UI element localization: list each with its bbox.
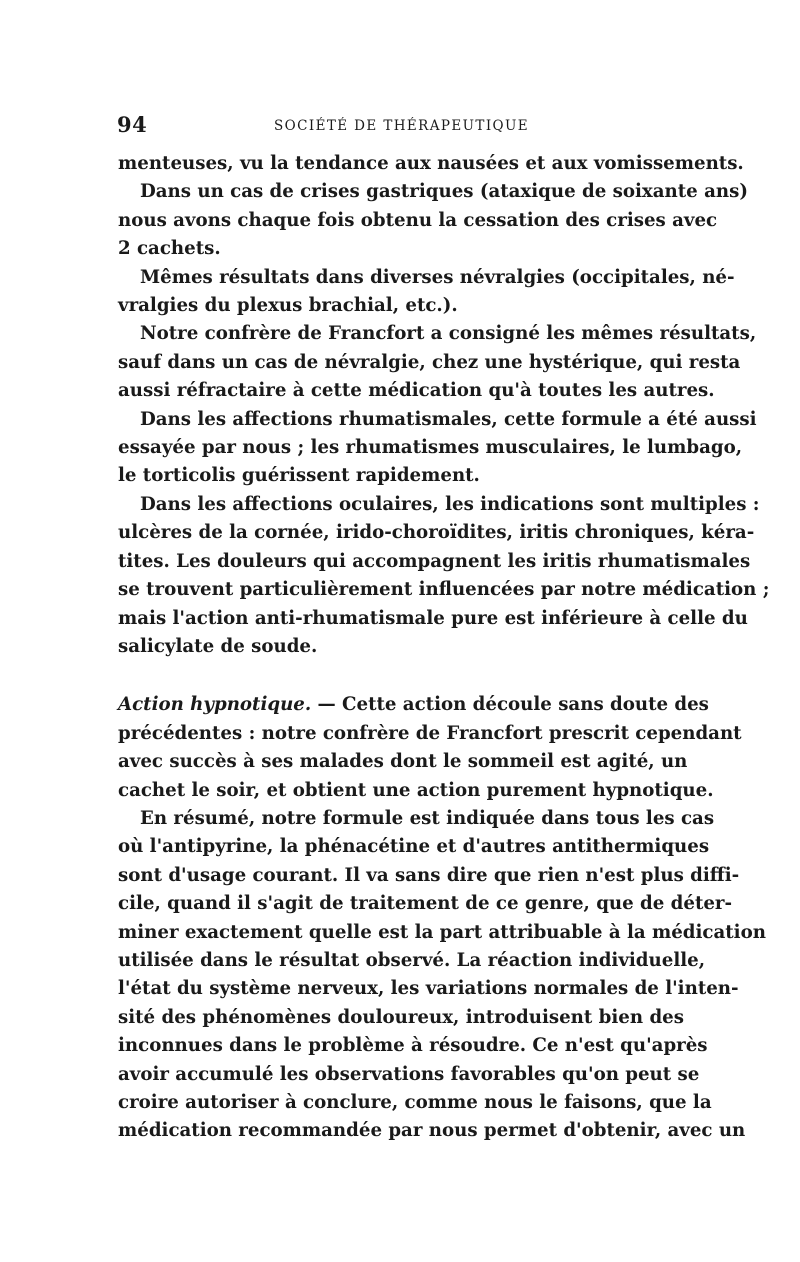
section-gap	[118, 661, 684, 691]
paragraph-continuation	[118, 150, 744, 178]
text-line: le torticolis guérissent rapidement.	[118, 465, 480, 487]
text-line: Dans un cas de crises gastriques (ataxique de soixante ans)	[140, 181, 748, 203]
paragraph-rheumatic	[118, 406, 757, 491]
text-line: Dans les affections oculaires, les indications sont multiples :	[140, 493, 760, 515]
text-line: sité des phénomènes douloureux, introduisent bien des	[118, 1006, 684, 1028]
paragraph-hypnotic-action	[118, 691, 742, 805]
text-line: inconnues dans le problème à résoudre. Ce n'est qu'après	[118, 1035, 708, 1057]
text-line: avoir accumulé les observations favorables qu'on peut se	[118, 1063, 700, 1085]
text-line: 2 cachets.	[118, 238, 221, 260]
text-line: menteuses, vu la tendance aux nausées et aux vomissements.	[118, 153, 744, 174]
text-line: sont d'usage courant. Il va sans dire que rien n'est plus diffi-	[118, 864, 740, 886]
text-line: tites. Les douleurs qui accompagnent les iritis rhumatismales	[118, 550, 751, 572]
text-line: mais l'action anti-rhumatismale pure est inférieure à celle du	[118, 607, 748, 629]
text-line: se trouvent particulièrement influencées par notre médication ;	[118, 579, 770, 601]
text-line: Mêmes résultats dans diverses névralgies (occipitales, né-	[140, 266, 735, 288]
text-line: miner exactement quelle est la part attribuable à la médication	[118, 921, 766, 943]
text-line: où l'antipyrine, la phénacétine et d'autres antithermiques	[118, 836, 710, 858]
text-line: précédentes : notre confrère de Francfort prescrit cependant	[118, 722, 742, 744]
text-line: croire autoriser à conclure, comme nous le faisons, que la	[118, 1092, 712, 1113]
page-number: 94	[117, 112, 148, 137]
body-text	[118, 150, 770, 1146]
text-line: l'état du système nerveux, les variations normales de l'inten-	[118, 978, 739, 1000]
running-title: SOCIÉTÉ DE THÉRAPEUTIQUE	[274, 118, 530, 134]
text-line: aussi réfractaire à cette médication qu'à toutes les autres.	[118, 380, 715, 402]
text-line: Dans les affections rhumatismales, cette formule a été aussi	[140, 408, 757, 430]
text-segment: — Cette action découle sans doute des	[311, 694, 709, 716]
paragraph-neuralgias	[118, 264, 735, 321]
text-line: Notre confrère de Francfort a consigné les mêmes résultats,	[140, 323, 757, 345]
text-line: vralgies du plexus brachial, etc.).	[118, 295, 458, 317]
paragraph-ocular	[118, 491, 770, 661]
text-line: cachet le soir, et obtient une action purement hypnotique.	[118, 779, 714, 801]
paragraph-frankfurt-colleague	[118, 320, 757, 405]
text-line: sauf dans un cas de névralgie, chez une hystérique, qui resta	[118, 351, 741, 373]
text-line: salicylate de soude.	[118, 635, 318, 657]
paragraph-summary	[118, 805, 766, 1146]
run-in-heading: Action hypnotique.	[118, 694, 312, 716]
text-line: avec succès à ses malades dont le sommeil est agité, un	[118, 751, 688, 773]
text-line: nous avons chaque fois obtenu la cessation des crises avec	[118, 209, 718, 231]
text-line: médication recommandée par nous permet d'obtenir, avec un	[118, 1120, 746, 1142]
text-line: utilisée dans le résultat observé. La réaction individuelle,	[118, 949, 706, 971]
text-line-first	[118, 691, 709, 719]
text-line: cile, quand il s'agit de traitement de ce genre, que de déter-	[118, 893, 733, 915]
text-line: En résumé, notre formule est indiquée dans tous les cas	[140, 807, 715, 829]
paragraph-gastric-crises	[118, 178, 748, 263]
page-header	[117, 112, 683, 142]
text-line: ulcères de la cornée, irido-choroïdites, iritis chroniques, kéra-	[118, 522, 755, 544]
text-line: essayée par nous ; les rhumatismes musculaires, le lumbago,	[118, 437, 743, 459]
